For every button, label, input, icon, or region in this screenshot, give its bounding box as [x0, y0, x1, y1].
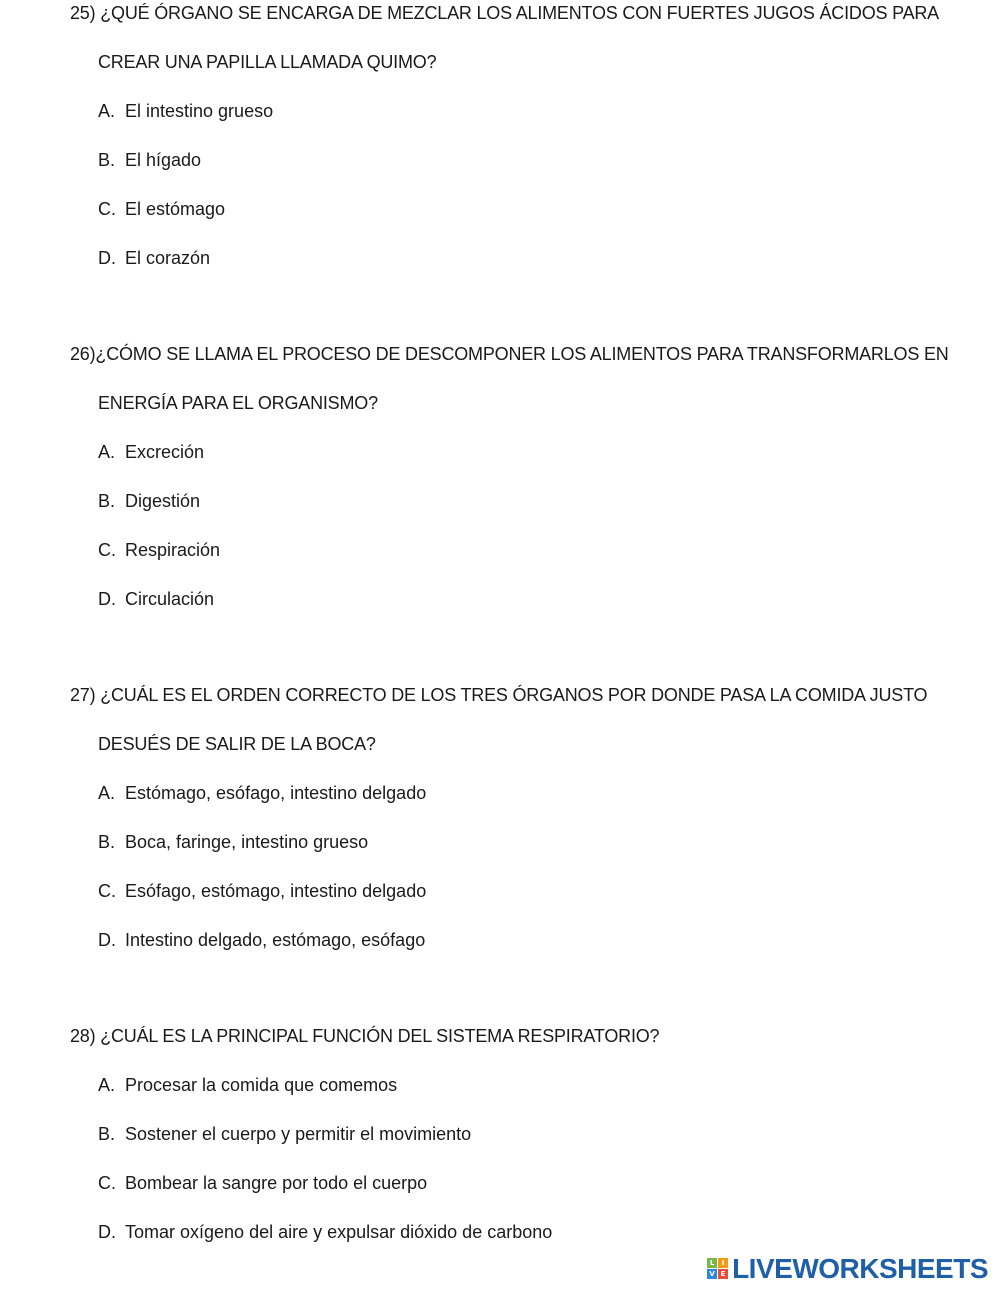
answer-option-c[interactable]	[98, 538, 970, 562]
option-text: Boca, faringe, intestino grueso	[125, 832, 369, 852]
option-text: Intestino delgado, estómago, esófago	[125, 930, 426, 950]
question-text: 27) ¿CUÁL ES EL ORDEN CORRECTO DE LOS TRES ÓRGANOS POR DONDE PASA LA COMIDA JUSTO	[70, 685, 928, 705]
answer-option-d[interactable]	[98, 928, 970, 952]
option-letter: A.	[98, 101, 116, 121]
answer-option-c[interactable]	[98, 197, 970, 221]
question-text: 26)¿CÓMO SE LLAMA EL PROCESO DE DESCOMPONER LOS ALIMENTOS PARA TRANSFORMARLOS EN	[70, 344, 949, 364]
answer-option-d[interactable]	[98, 1220, 970, 1244]
option-text: Bombear la sangre por todo el cuerpo	[125, 1173, 428, 1193]
question-text-continued: DESUÉS DE SALIR DE LA BOCA?	[98, 734, 376, 754]
logo-mark-tile: L	[707, 1258, 717, 1268]
answer-options	[70, 440, 970, 611]
question-text-continued: ENERGÍA PARA EL ORGANISMO?	[98, 393, 378, 413]
answer-option-b[interactable]	[98, 148, 970, 172]
option-letter: A.	[98, 783, 116, 803]
answer-option-d[interactable]	[98, 587, 970, 611]
option-letter: A.	[98, 1075, 116, 1095]
liveworksheets-mark-icon	[707, 1258, 729, 1280]
answer-option-a[interactable]	[98, 781, 970, 805]
option-letter: D.	[98, 589, 116, 609]
option-letter: B.	[98, 491, 116, 511]
answer-option-a[interactable]	[98, 1073, 970, 1097]
option-letter: B.	[98, 1124, 116, 1144]
option-text: Digestión	[125, 491, 201, 511]
answer-option-c[interactable]	[98, 1171, 970, 1195]
option-text: Tomar oxígeno del aire y expulsar dióxido de carbono	[125, 1222, 553, 1242]
option-letter: C.	[98, 199, 116, 219]
option-text: El intestino grueso	[125, 101, 274, 121]
answer-options	[70, 99, 970, 270]
option-text: El hígado	[125, 150, 202, 170]
answer-option-c[interactable]	[98, 879, 970, 903]
option-text: El estómago	[125, 199, 226, 219]
question-text-continued: CREAR UNA PAPILLA LLAMADA QUIMO?	[98, 52, 437, 72]
question-text: 28) ¿CUÁL ES LA PRINCIPAL FUNCIÓN DEL SISTEMA RESPIRATORIO?	[70, 1026, 660, 1046]
answer-option-a[interactable]	[98, 440, 970, 464]
question-28	[70, 1024, 970, 1269]
option-text: Procesar la comida que comemos	[125, 1075, 398, 1095]
option-letter: D.	[98, 1222, 116, 1242]
option-text: Excreción	[125, 442, 205, 462]
answer-option-a[interactable]	[98, 99, 970, 123]
logo-mark-tile: V	[707, 1269, 717, 1279]
answer-option-d[interactable]	[98, 246, 970, 270]
option-letter: D.	[98, 930, 116, 950]
option-letter: D.	[98, 248, 116, 268]
answer-options	[70, 781, 970, 952]
option-text: El corazón	[125, 248, 211, 268]
option-text: Estómago, esófago, intestino delgado	[125, 783, 427, 803]
option-letter: C.	[98, 881, 116, 901]
logo-mark-tile: I	[718, 1258, 728, 1268]
answer-option-b[interactable]	[98, 830, 970, 854]
liveworksheets-logo	[707, 1254, 988, 1284]
option-text: Circulación	[125, 589, 215, 609]
option-letter: C.	[98, 540, 116, 560]
answer-option-b[interactable]	[98, 489, 970, 513]
logo-text: LIVEWORKSHEETS	[732, 1253, 988, 1284]
option-letter: C.	[98, 1173, 116, 1193]
question-25	[70, 1, 970, 295]
option-text: Sostener el cuerpo y permitir el movimiento	[125, 1124, 472, 1144]
answer-option-b[interactable]	[98, 1122, 970, 1146]
option-letter: B.	[98, 832, 116, 852]
option-text: Esófago, estómago, intestino delgado	[125, 881, 427, 901]
answer-options	[70, 1073, 970, 1244]
question-27	[70, 683, 970, 977]
logo-mark-tile: E	[718, 1269, 728, 1279]
option-letter: A.	[98, 442, 116, 462]
question-text: 25) ¿QUÉ ÓRGANO SE ENCARGA DE MEZCLAR LOS ALIMENTOS CON FUERTES JUGOS ÁCIDOS PARA	[70, 3, 939, 23]
option-letter: B.	[98, 150, 116, 170]
option-text: Respiración	[125, 540, 221, 560]
question-26	[70, 342, 970, 636]
